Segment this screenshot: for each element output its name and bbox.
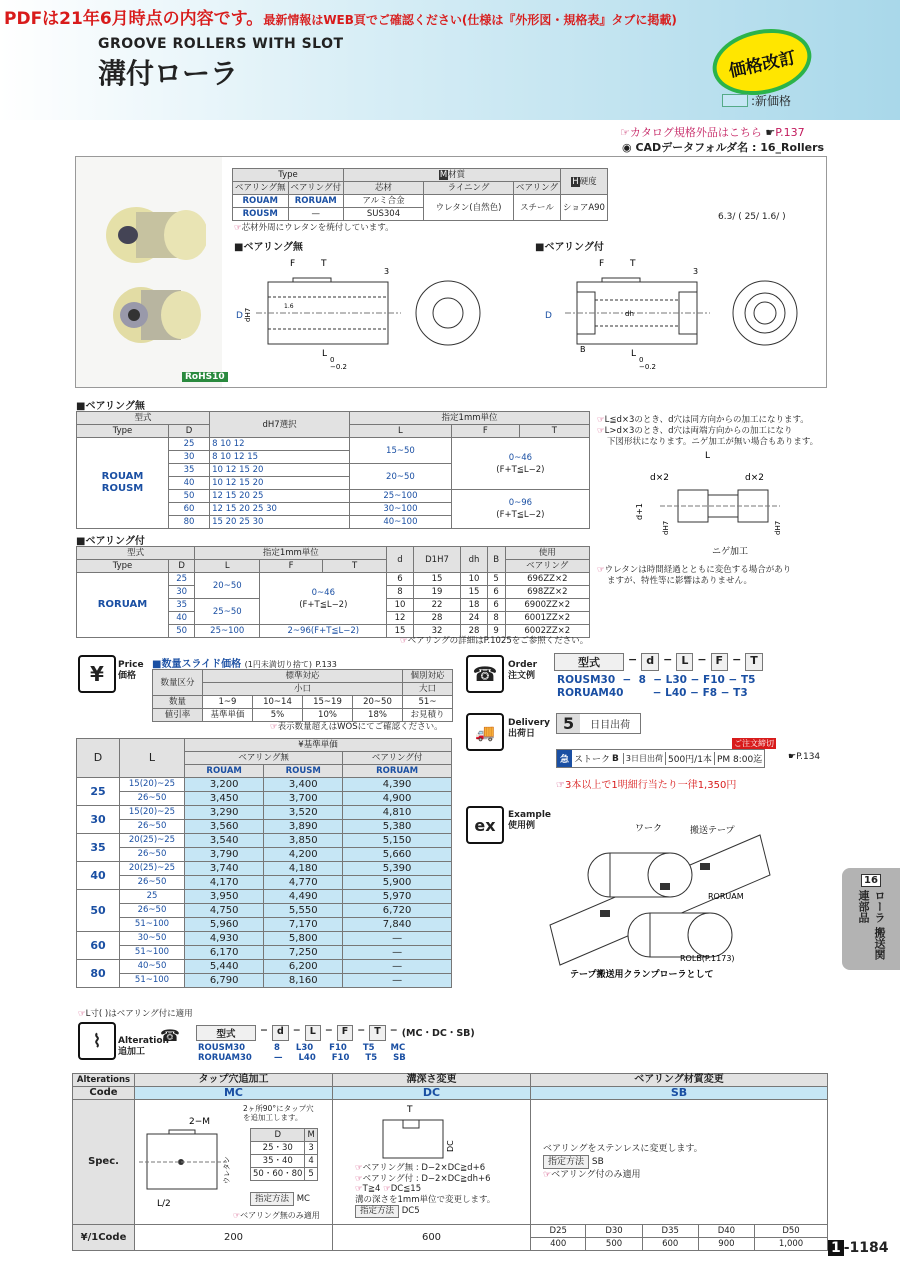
alteration-header: 型式 − d − L − F − T − (MC・DC・SB) — [196, 1025, 475, 1041]
nb-table-title: ■ベアリング無 — [76, 401, 145, 412]
price-footnote: ☞L寸( )はベアリング付に適用 — [78, 1009, 193, 1019]
nb-spec-table: 型式 dH7選択 指定1mm単位 Type D L F T ROUAM ROUSM 25 8 10 12 15~50 0~46 (F+T≦L−2) 30 8 10 12 15 35 10 12 15 20 20~50 40 10 12 15 20 50 12 15 20 25 25~100 0~96 (F+T≦L−2) 60 12 15 20 25 30 30~100 80 15 20 25 30 40~100 — [76, 411, 590, 529]
price-row — [77, 946, 452, 960]
price-row — [77, 904, 452, 918]
express-page-ref[interactable]: ☛P.134 — [788, 752, 821, 762]
svg-text:0: 0 — [330, 356, 335, 364]
price-value-cell: 3,700 — [264, 792, 343, 806]
price-l-cell: 26~50 — [120, 848, 185, 862]
svg-text:T: T — [321, 259, 327, 269]
price-d-cell: 40 — [77, 862, 120, 890]
svg-text:T: T — [407, 1105, 413, 1115]
alteration-phone-icon: ☎ — [160, 1026, 180, 1045]
price-revision-badge: 価格改訂 — [706, 20, 817, 103]
wb-spec-table: 型式 指定1mm単位 d D1H7 dh B 使用 Type D L F T ベアリング RORUAM 25 20~50 0~46 (F+T≦L−2) 6 15 10 5 696ZZ×2 30 8 19 15 6 698ZZ×2 35 25~50 10 22 18 6 6900ZZ×2 40 12 28 24 8 6001ZZ×2 50 25~100 2~96(F+T≦L−2) 15 32 28 9 6002ZZ×2 — [76, 546, 590, 638]
cad-folder: ◉ CADデータフォルダ名 : 16_Rollers — [622, 141, 825, 154]
svg-text:−0.2: −0.2 — [639, 363, 656, 371]
price-row — [77, 876, 452, 890]
delivery-label: Delivery 出荷日 — [508, 718, 551, 739]
dc-figure — [373, 1102, 473, 1162]
price-value-cell: 5,960 — [185, 918, 264, 932]
svg-text:dH7: dH7 — [774, 520, 782, 535]
wb-table-title: ■ベアリング付 — [76, 536, 145, 547]
price-value-cell: 7,840 — [343, 918, 452, 932]
order-example: ROUSM30 − 8 − L30 − F10 − T5 RORUAM40 − L40 − F8 − T3 — [557, 674, 756, 699]
price-l-cell: 25 — [120, 890, 185, 904]
express-icon: 急 — [557, 750, 572, 767]
price-value-cell: 5,970 — [343, 890, 452, 904]
price-value-cell: 4,180 — [264, 862, 343, 876]
price-value-cell: 3,890 — [264, 820, 343, 834]
example-label: Example 使用例 — [508, 810, 552, 831]
drawing-no-bearing — [236, 252, 506, 372]
price-l-cell: 40~50 — [120, 960, 185, 974]
price-value-cell: 7,170 — [264, 918, 343, 932]
svg-text:L/2: L/2 — [157, 1199, 171, 1209]
roughness-symbol: 6.3/ ( 25/ 1.6/ ) — [718, 212, 786, 222]
express-tag: ご注文締切 — [734, 739, 774, 748]
nb-notes: ☞L≦d×3のとき、d穴は同方向からの加工になります。 ☞L>d×3のとき、d穴は両端方向からの加工になり 下図形状になります。ニゲ加工が無い場合もあります。 — [597, 415, 819, 447]
svg-text:−0.2: −0.2 — [330, 363, 347, 371]
price-l-cell: 30~50 — [120, 932, 185, 946]
price-value-cell: 4,750 — [185, 904, 264, 918]
rohs-badge: RoHS10 — [182, 372, 228, 382]
price-value-cell: 3,400 — [264, 778, 343, 792]
svg-text:dH7: dH7 — [244, 307, 252, 322]
price-value-cell: 4,390 — [343, 778, 452, 792]
price-row — [77, 960, 452, 974]
price-row — [77, 778, 452, 792]
price-l-cell: 26~50 — [120, 792, 185, 806]
svg-text:DC: DC — [446, 1140, 455, 1152]
price-value-cell: 5,380 — [343, 820, 452, 834]
slide-price-table: 数量区分 標準対応 個別対応 小口 大口 数量 1~9 10~14 15~19 20~50 51~ 値引率 基準単価 5% 10% 18% お見積り — [152, 669, 453, 722]
pointer-icon: ☞ — [234, 223, 242, 233]
price-row — [77, 890, 452, 904]
truck-icon: 🚚 — [466, 713, 504, 751]
price-value-cell: 3,560 — [185, 820, 264, 834]
price-d-cell: 30 — [77, 806, 120, 834]
price-value-cell: 3,950 — [185, 890, 264, 904]
price-value-cell: 6,720 — [343, 904, 452, 918]
price-d-cell: 50 — [77, 890, 120, 932]
svg-text:搬送テープ: 搬送テープ — [690, 826, 735, 836]
price-value-cell: 3,790 — [185, 848, 264, 862]
material-note: ☞芯材外周にウレタンを焼付しています。 — [234, 223, 394, 233]
price-l-cell: 15(20)~25 — [120, 806, 185, 820]
price-value-cell: 3,200 — [185, 778, 264, 792]
price-value-cell: 4,810 — [343, 806, 452, 820]
price-l-cell: 51~100 — [120, 918, 185, 932]
catalog-ext-link[interactable]: ☞カタログ規格外品はこちら ☛P.137 — [620, 126, 805, 139]
price-value-cell: 5,900 — [343, 876, 452, 890]
price-value-cell: 4,490 — [264, 890, 343, 904]
svg-text:F: F — [290, 259, 296, 269]
price-row — [77, 792, 452, 806]
price-d-cell: 35 — [77, 834, 120, 862]
svg-text:ニゲ加工: ニゲ加工 — [712, 547, 749, 557]
price-value-cell: 4,200 — [264, 848, 343, 862]
alteration-example: ROUSM30 8 L30 F10 T5 MC RORUAM30 — L40 F10 T5 SB — [198, 1043, 406, 1063]
price-value-cell: 6,790 — [185, 974, 264, 988]
page-ref-icon: ☛ — [765, 126, 776, 139]
svg-text:ワーク: ワーク — [635, 824, 663, 834]
roller-photo-icon — [96, 190, 206, 365]
alteration-table: Alterations タップ穴追加工 溝深さ変更 ベアリング材質変更 Code MC DC SB Spec. 2−M L/2 ウレタン 2ヶ所90°にタップ穴 を追加工します。 D M 25・30 3 35・40 4 50・60・80 5 指定方法 MC ☞ベアリング無のみ適用 T DC ☞ベアリング無 : D−2×DC≧d+6 ☞ベアリング付 : D−2×DC≧dh+6 ☞T≧4 ☞DC≦15 溝の深さを1mm単位で変更します。 指定方法 DC5 ベアリングをステンレスに変更します。 指定方法 SB ☞ベアリング付のみ適用 ¥/1Code 200 600 D25 D30 D35 D40 D50 400 500 600 900 1,000 — [72, 1073, 828, 1251]
price-l-cell: 26~50 — [120, 820, 185, 834]
mc-figure — [139, 1114, 239, 1214]
price-l-cell: 20(25)~25 — [120, 834, 185, 848]
phone-icon: ☎ — [466, 655, 504, 693]
bulk-note: ☞3本以上で1明細行当たり一律1,350円 — [556, 780, 737, 791]
alteration-label: Alteration 追加工 — [118, 1036, 169, 1057]
pointer-icon: ☞ — [620, 126, 630, 139]
svg-text:d×2: d×2 — [650, 473, 669, 483]
price-label: Price 価格 — [118, 660, 144, 681]
price-row — [77, 918, 452, 932]
price-row — [77, 932, 452, 946]
price-value-cell: — — [343, 974, 452, 988]
price-value-cell: 5,390 — [343, 862, 452, 876]
price-value-cell: 4,900 — [343, 792, 452, 806]
wos-note: ☞表示数量超えはWOSにてご確認ください。 — [270, 722, 443, 732]
price-value-cell: 8,160 — [264, 974, 343, 988]
price-value-cell: 4,770 — [264, 876, 343, 890]
new-price-legend: :新価格 — [722, 92, 791, 109]
order-label: Order 注文例 — [508, 660, 538, 681]
price-l-cell: 26~50 — [120, 876, 185, 890]
express-row: 急 ストーク B 3日目出荷 500円/1本 PM 8:00迄 — [556, 749, 765, 768]
svg-text:2−M: 2−M — [189, 1117, 211, 1127]
price-value-cell: 5,800 — [264, 932, 343, 946]
price-value-cell: 5,440 — [185, 960, 264, 974]
price-value-cell: 7,250 — [264, 946, 343, 960]
price-value-cell: 6,170 — [185, 946, 264, 960]
sb-price-table: D25 D30 D35 D40 D50 400 500 600 900 1,000 — [531, 1225, 827, 1250]
price-row — [77, 862, 452, 876]
mc-size-table: D M 25・30 3 35・40 4 50・60・80 5 — [250, 1128, 318, 1181]
base-price-table: D L ¥基準単価 ベアリング無 ベアリング付 ROUAM ROUSM RORUAM 25 15(20)~25 3,200 3,400 4,390 26~50 3,450 3,700 4,900 30 15(20)~25 3,290 3,520 4,810 26~50 3,560 3,890 5,380 35 20(25)~25 3,540 3,850 5,150 26~50 3,790 4,200 5,660 40 20(25)~25 3,740 4,180 5,390 26~50 4,170 4,770 5,900 50 25 3,950 4,490 5,970 26~50 4,750 5,550 6,720 51~100 5,960 7,170 7,840 60 30~50 4,930 5,800 — 51~100 6,170 7,250 — 80 40~50 5,440 6,200 — 51~100 6,790 8,160 — — [76, 738, 452, 988]
price-l-cell: 51~100 — [120, 974, 185, 988]
svg-text:L: L — [322, 349, 328, 359]
svg-text:3: 3 — [693, 267, 699, 276]
svg-text:T: T — [630, 259, 636, 269]
price-value-cell: 3,850 — [264, 834, 343, 848]
svg-text:dh: dh — [625, 310, 634, 318]
price-row — [77, 820, 452, 834]
drawing-no-bearing-title: ■ベアリング無 — [234, 242, 303, 253]
yen-icon: ¥ — [78, 655, 116, 693]
svg-text:1.6: 1.6 — [284, 303, 294, 310]
svg-text:L: L — [631, 349, 637, 359]
svg-text:L: L — [705, 451, 711, 461]
order-header: 型式 − d − L − F − T — [554, 653, 763, 671]
price-value-cell: 5,150 — [343, 834, 452, 848]
cd-icon: ◉ — [622, 141, 632, 154]
price-value-cell: 3,740 — [185, 862, 264, 876]
wb-note: ☞ベアリングの詳細はP.1025をご参照ください。 — [400, 636, 589, 646]
side-tab[interactable]: 16 ローラ 搬送関連部品 — [842, 868, 900, 970]
legend-swatch — [722, 94, 748, 107]
price-value-cell: 3,450 — [185, 792, 264, 806]
price-value-cell: 4,170 — [185, 876, 264, 890]
price-value-cell: 5,550 — [264, 904, 343, 918]
price-row — [77, 848, 452, 862]
price-value-cell: 4,930 — [185, 932, 264, 946]
svg-text:d+1: d+1 — [635, 503, 644, 520]
price-value-cell: 3,520 — [264, 806, 343, 820]
price-value-cell: — — [343, 946, 452, 960]
drill-icon: ⌇ — [78, 1022, 116, 1060]
price-row — [77, 834, 452, 848]
page-ref-icon: ☛ — [788, 752, 797, 762]
price-l-cell: 20(25)~25 — [120, 862, 185, 876]
drawing-with-bearing — [545, 252, 815, 372]
price-value-cell: 5,660 — [343, 848, 452, 862]
svg-text:ウレタン: ウレタン — [223, 1156, 231, 1184]
price-l-cell: 51~100 — [120, 946, 185, 960]
price-value-cell: — — [343, 932, 452, 946]
svg-text:3: 3 — [384, 267, 390, 276]
svg-text:テープ搬送用クランプローラとして: テープ搬送用クランプローラとして — [570, 970, 714, 980]
material-table: Type M材質 H硬度 ベアリング無 ベアリング付 芯材 ライニング ベアリング ROUAM RORUAM アルミ合金 ウレタン(自然色) スチール ショアA90 ROUSM — SUS304 — [232, 168, 608, 221]
price-value-cell: 6,200 — [264, 960, 343, 974]
svg-text:D: D — [545, 311, 552, 321]
drawing-with-bearing-title: ■ベアリング付 — [535, 242, 604, 253]
price-d-cell: 25 — [77, 778, 120, 806]
price-d-cell: 60 — [77, 932, 120, 960]
example-figure — [540, 815, 780, 985]
price-l-cell: 15(20)~25 — [120, 778, 185, 792]
price-l-cell: 26~50 — [120, 904, 185, 918]
material-m-icon: M — [439, 170, 448, 180]
d-hole-figure — [620, 450, 790, 560]
price-value-cell: — — [343, 960, 452, 974]
delivery-days: 5 日目出荷 — [556, 713, 641, 734]
svg-text:F: F — [599, 259, 605, 269]
price-value-cell: 3,540 — [185, 834, 264, 848]
page-title: 溝付ローラ — [98, 57, 239, 90]
slide-price-title: ■数量スライド価格 (1円未満切り捨て) P.133 — [152, 659, 337, 670]
svg-text:ROLB(P.1173): ROLB(P.1173) — [680, 954, 735, 963]
svg-text:dH7: dH7 — [662, 520, 670, 535]
price-d-cell: 80 — [77, 960, 120, 988]
hardness-h-icon: H — [572, 176, 579, 187]
urethane-note: ☞ウレタンは時間経過とともに変色する場合があり ますが、特性等に影響はありません。 — [597, 565, 792, 586]
price-value-cell: 3,290 — [185, 806, 264, 820]
pdf-notice: PDFは21年6月時点の内容です。最新情報はWEB頁でご確認ください(仕様は『外形図・規格表』タブに掲載) — [4, 9, 677, 29]
svg-text:D: D — [236, 311, 243, 321]
page-number: 1 -1184 — [828, 1240, 889, 1256]
example-icon: ex — [466, 806, 504, 844]
title-en: GROOVE ROLLERS WITH SLOT — [98, 36, 344, 52]
svg-text:RORUAM: RORUAM — [708, 892, 744, 901]
price-row — [77, 974, 452, 988]
price-row — [77, 806, 452, 820]
svg-text:d×2: d×2 — [745, 473, 764, 483]
svg-text:B: B — [580, 345, 586, 354]
svg-text:0: 0 — [639, 356, 644, 364]
